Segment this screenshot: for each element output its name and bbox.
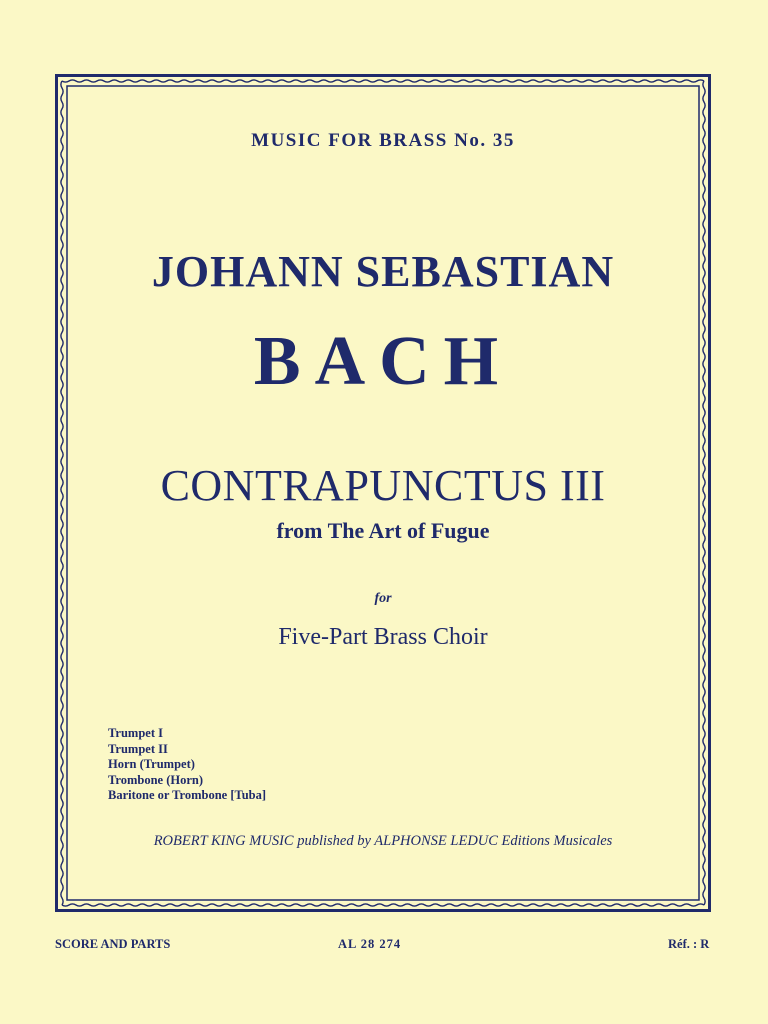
catalog-number: AL 28 274 (338, 937, 402, 951)
for-label: for (374, 591, 392, 606)
work-title: CONTRAPUNCTUS III (160, 461, 606, 510)
composer-first-name: JOHANN SEBASTIAN (151, 247, 615, 296)
edition-type: SCORE AND PARTS (55, 937, 171, 951)
instrument-item: Horn (Trumpet) (108, 757, 195, 771)
reference-code: Réf. : R (668, 937, 710, 951)
publisher-line: ROBERT KING MUSIC published by ALPHONSE LEDUC Editions Musicales (153, 833, 613, 849)
instrument-list (108, 726, 266, 804)
instrument-item: Trombone (Horn) (108, 772, 204, 787)
ensemble-name: Five-Part Brass Choir (278, 624, 488, 650)
instrument-item: Baritone or Trombone [Tuba] (108, 788, 267, 802)
instrument-item: Trumpet II (108, 741, 168, 756)
composer-last-name: BACH (253, 323, 513, 400)
series-title: MUSIC FOR BRASS No. 35 (251, 130, 515, 151)
instrument-item: Trumpet I (108, 726, 163, 740)
work-subtitle: from The Art of Fugue (276, 518, 490, 543)
